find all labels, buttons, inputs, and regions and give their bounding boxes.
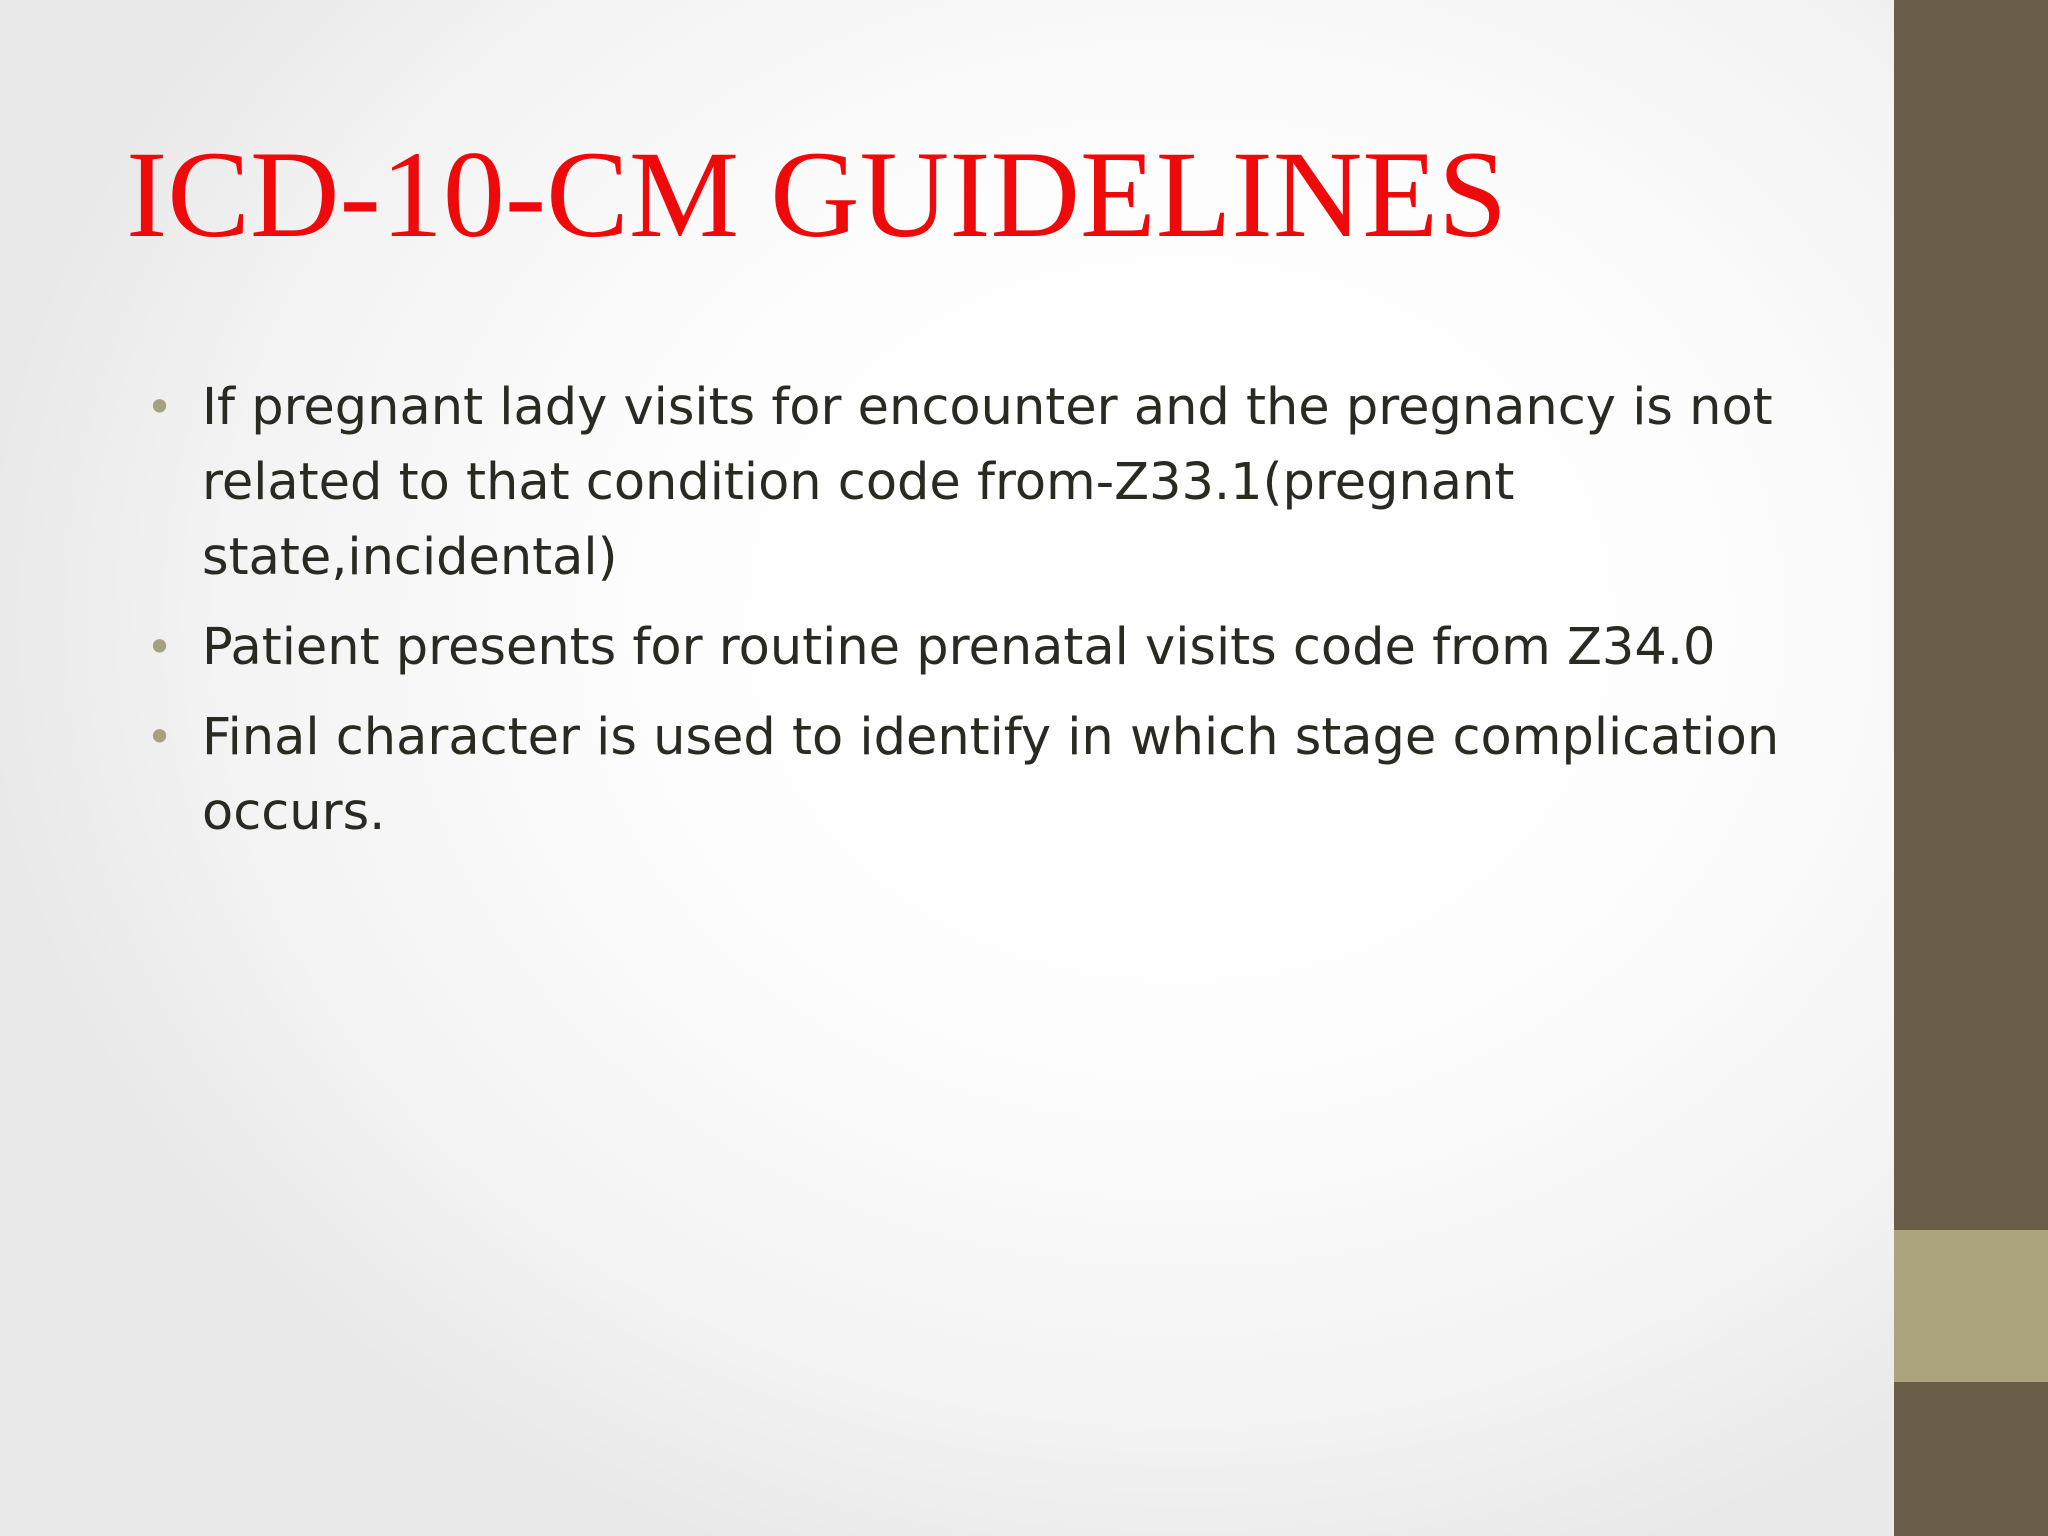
bullet-list <box>140 370 1800 865</box>
bullet-item <box>140 610 1800 685</box>
bullet-item <box>140 370 1800 595</box>
bullet-text: Final character is used to identify in which stage complication occurs. <box>202 708 1780 842</box>
slide-title: ICD-10-CM GUIDELINES <box>126 126 1508 263</box>
bullet-marker: • <box>146 710 174 764</box>
side-accent-block <box>1894 1230 2048 1382</box>
bullet-marker: • <box>146 620 174 674</box>
bullet-item <box>140 700 1800 850</box>
bullet-text: If pregnant lady visits for encounter and the pregnancy is not related to that condition code from-Z33.1(pregnant state,incidental) <box>202 378 1773 587</box>
bullet-text: Patient presents for routine prenatal visits code from Z34.0 <box>202 618 1716 677</box>
bullet-marker: • <box>146 380 174 434</box>
